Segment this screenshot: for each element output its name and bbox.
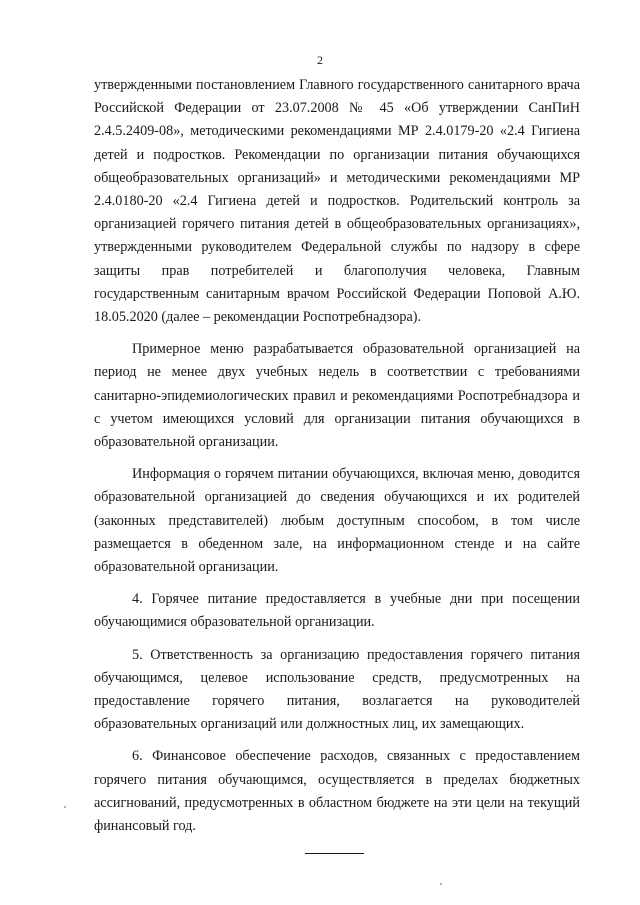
- closing-separator-line: [305, 853, 364, 854]
- page-number: 2: [317, 53, 323, 67]
- paragraph-continuation: утвержденными постановлением Главного государственного санитарного врача Российской Федерации от 23.07.2008 № 45 «Об утверждении СанПиН 2.4.5.2409-08», методическими рекомендациями МР 2.4.0179-20 «2.4 Гигиена детей и подростков. Рекомендации по организации питания обучающихся общеобразовательных организаций» и методическими рекомендациями МР 2.4.0180-20 «2.4 Гигиена детей и подростков. Родительский контроль за организацией горячего питания детей в общеобразовательных организациях», утвержденными руководителем Федеральной службы по надзору в сфере защиты прав потребителей и благополучия человека, Главным государственным санитарным врачом Российской Федерации Поповой А.Ю. 18.05.2020 (далее – рекомендации Роспотребнадзора).: [94, 77, 580, 326]
- scan-speck: [440, 883, 442, 885]
- paragraph-item-6: 6. Финансовое обеспечение расходов, связанных с предоставлением горячего питания обучающимся, осуществляется в пределах бюджетных ассигнований, предусмотренных в областном бюджете на эти цели на текущий финансовый год.: [94, 748, 580, 835]
- paragraph-menu-development: Примерное меню разрабатывается образовательной организацией на период не менее двух учебных недель в соответствии с требованиями санитарно-эпидемиологических правил и рекомендациями Роспотребнадзора и с учетом имеющихся условий для организации питания обучающихся в образовательной организации.: [94, 341, 580, 451]
- paragraph-meal-information: Информация о горячем питании обучающихся, включая меню, доводится образовательной организацией до сведения обучающихся и их родителей (законных представителей) любым доступным способом, в том числе размещается в обеденном зале, на информационном стенде и на сайте образовательной организации.: [94, 466, 580, 576]
- paragraph-item-5: 5. Ответственность за организацию предоставления горячего питания обучающимся, целевое использование средств, предусмотренных на предоставление горячего питания, возлагается на руководителей образовательных организаций или должностных лиц, их замещающих.: [94, 646, 580, 733]
- document-body: [94, 74, 580, 847]
- scan-speck: [64, 806, 66, 808]
- scan-speck: [571, 690, 573, 692]
- paragraph-item-4: 4. Горячее питание предоставляется в учебные дни при посещении обучающимися образовательной организации.: [94, 591, 580, 631]
